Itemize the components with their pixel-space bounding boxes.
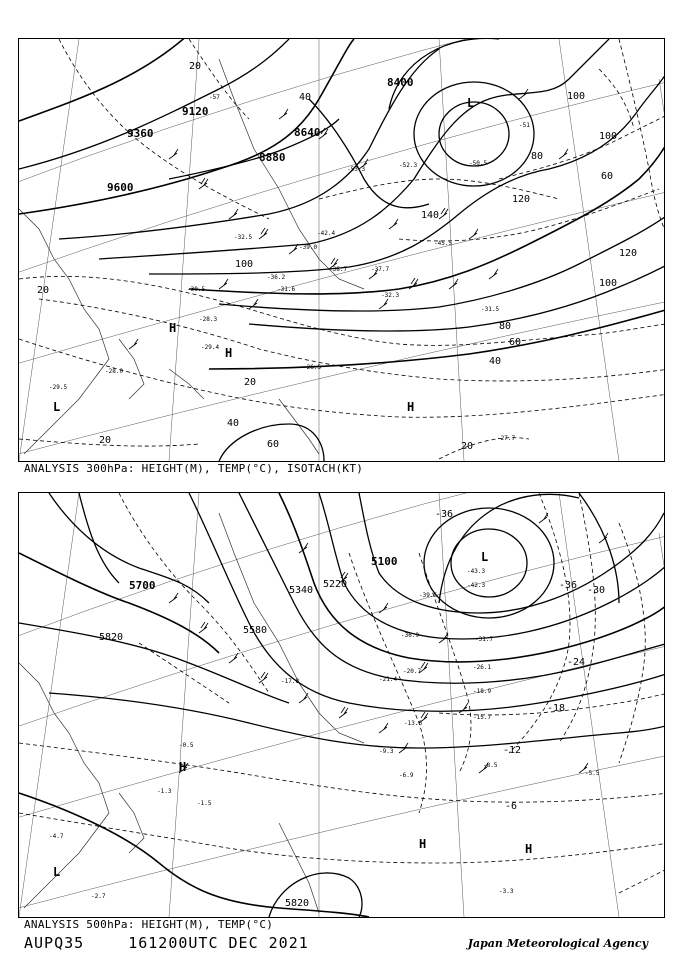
svg-text:-29.5: -29.5	[49, 384, 68, 391]
high-center-label: H	[179, 760, 187, 774]
isotach-label: 100	[599, 131, 618, 142]
svg-text:-5.5: -5.5	[585, 770, 600, 777]
low-center-label: L	[53, 400, 61, 414]
svg-text:-31.7: -31.7	[475, 636, 494, 643]
svg-text:-26.5: -26.5	[303, 364, 322, 371]
svg-text:-1.5: -1.5	[197, 800, 212, 807]
high-center-label: H	[407, 400, 415, 414]
height-contours	[19, 493, 664, 917]
svg-text:-27.7: -27.7	[497, 435, 516, 442]
isotach-labels-300	[37, 61, 637, 452]
isotach-label: 60	[601, 171, 614, 182]
height-label: 9120	[182, 105, 209, 118]
map-panel-300hpa	[18, 38, 665, 462]
svg-text:-28.0: -28.0	[105, 368, 124, 375]
svg-text:-13.6: -13.6	[404, 720, 423, 727]
isotherm-label: -6	[505, 801, 518, 812]
svg-text:-6.9: -6.9	[399, 772, 414, 779]
svg-text:-28.3: -28.3	[199, 316, 218, 323]
svg-text:-42.4: -42.4	[317, 230, 336, 237]
isotach-label: 20	[461, 441, 474, 452]
svg-text:-38.7: -38.7	[329, 266, 348, 273]
high-center-label: H	[419, 837, 427, 851]
svg-text:-30.5: -30.5	[187, 286, 206, 293]
height-label: 5220	[323, 579, 348, 590]
isotach-label: 120	[619, 248, 638, 259]
low-center-label: L	[53, 865, 61, 879]
svg-text:-2.7: -2.7	[91, 893, 106, 900]
isotach-label: 120	[512, 194, 531, 205]
height-label: 8640	[294, 126, 321, 139]
temperature-labels-500	[435, 509, 605, 812]
svg-text:-51: -51	[519, 122, 530, 129]
svg-text:-57: -57	[209, 94, 220, 101]
high-center-label: H	[169, 321, 177, 335]
isotach-label: 60	[267, 439, 280, 450]
svg-text:-32.5: -32.5	[234, 234, 253, 241]
svg-text:-50.5: -50.5	[469, 160, 488, 167]
isotach-label: 100	[567, 91, 586, 102]
coastline	[19, 513, 364, 913]
coastline	[19, 59, 364, 454]
map-panel-500hpa	[18, 492, 665, 918]
svg-text:-45.5: -45.5	[434, 240, 453, 247]
isotach-label: 40	[227, 418, 240, 429]
svg-text:-31.6: -31.6	[277, 286, 296, 293]
product-code: AUPQ35	[24, 934, 85, 952]
agency-name: Japan Meteorological Agency	[467, 937, 648, 950]
svg-text:-36.2: -36.2	[267, 274, 286, 281]
isotach-label: 100	[599, 278, 618, 289]
svg-text:-31.5: -31.5	[481, 306, 500, 313]
svg-text:-36.9: -36.9	[401, 632, 420, 639]
height-label: 5340	[289, 585, 314, 596]
isotach-label: 20	[99, 435, 112, 446]
svg-text:-15.7: -15.7	[473, 714, 492, 721]
wind-barbs	[169, 513, 608, 773]
height-label: 8400	[387, 76, 414, 89]
height-label: 8880	[259, 151, 286, 164]
isotach-label: 20	[37, 285, 50, 296]
svg-text:-26.1: -26.1	[473, 664, 492, 671]
low-center-label: L	[481, 550, 489, 564]
product-header	[24, 934, 343, 952]
svg-text:-0.5: -0.5	[179, 742, 194, 749]
height-label: 5580	[243, 625, 268, 636]
height-label: 5100	[371, 555, 398, 568]
svg-text:-20.7: -20.7	[403, 668, 422, 675]
isotherm-label: -18	[547, 703, 566, 714]
svg-text:-43.3: -43.3	[467, 568, 486, 575]
svg-text:-21.4: -21.4	[379, 676, 398, 683]
map-300hpa-canvas	[19, 39, 664, 461]
height-label: 9360	[127, 127, 154, 140]
height-contours	[19, 39, 664, 461]
isotach-label: 60	[509, 337, 522, 348]
low-center-label: L	[467, 96, 475, 110]
isotach-label: 100	[235, 259, 254, 270]
isotach-label: 80	[499, 321, 512, 332]
isotherm-label: -36	[559, 580, 578, 591]
height-label: 9600	[107, 181, 134, 194]
isotach-label: 40	[299, 92, 312, 103]
valid-time: 161200UTC DEC 2021	[128, 934, 309, 952]
isotherm-label: -12	[503, 745, 522, 756]
wind-barbs	[129, 89, 568, 349]
high-center-label: H	[525, 842, 533, 856]
isotach-label: 140	[421, 210, 440, 221]
svg-text:-32.3: -32.3	[381, 292, 400, 299]
map-500hpa-canvas	[19, 493, 664, 917]
svg-text:-17.8: -17.8	[281, 678, 300, 685]
svg-text:-52.3: -52.3	[399, 162, 418, 169]
isotach-label: 40	[489, 356, 502, 367]
svg-text:-3.3: -3.3	[499, 888, 514, 895]
height-label: 5700	[129, 579, 156, 592]
svg-text:-18.9: -18.9	[473, 688, 492, 695]
height-label: 5820	[99, 632, 124, 643]
isotach-contours	[19, 39, 664, 459]
high-center-label: H	[225, 346, 233, 360]
isotherm-label: -24	[567, 657, 586, 668]
svg-text:-9.3: -9.3	[379, 748, 394, 755]
svg-text:-37.7: -37.7	[371, 266, 390, 273]
panel-caption-300hpa: ANALYSIS 300hPa: HEIGHT(M), TEMP(°C), ISOTACH(KT)	[24, 462, 364, 475]
isotach-label: 80	[531, 151, 544, 162]
isotherm-label: -30	[587, 585, 606, 596]
svg-text:-39.0: -39.0	[299, 244, 318, 251]
isotach-label: 20	[189, 61, 202, 72]
isotach-label: 20	[244, 377, 257, 388]
panel-caption-500hpa: ANALYSIS 500hPa: HEIGHT(M), TEMP(°C)	[24, 918, 274, 931]
svg-text:-29.4: -29.4	[201, 344, 220, 351]
svg-text:-39.5: -39.5	[419, 592, 438, 599]
svg-text:-42.3: -42.3	[467, 582, 486, 589]
svg-text:-8.5: -8.5	[483, 762, 498, 769]
svg-text:-4.7: -4.7	[49, 833, 64, 840]
height-labels-300	[107, 76, 414, 194]
svg-text:-1.3: -1.3	[157, 788, 172, 795]
svg-text:-53.3: -53.3	[347, 166, 366, 173]
isotherm-label: -36	[435, 509, 454, 520]
height-label: 5820	[285, 898, 310, 909]
graticule	[19, 39, 664, 461]
